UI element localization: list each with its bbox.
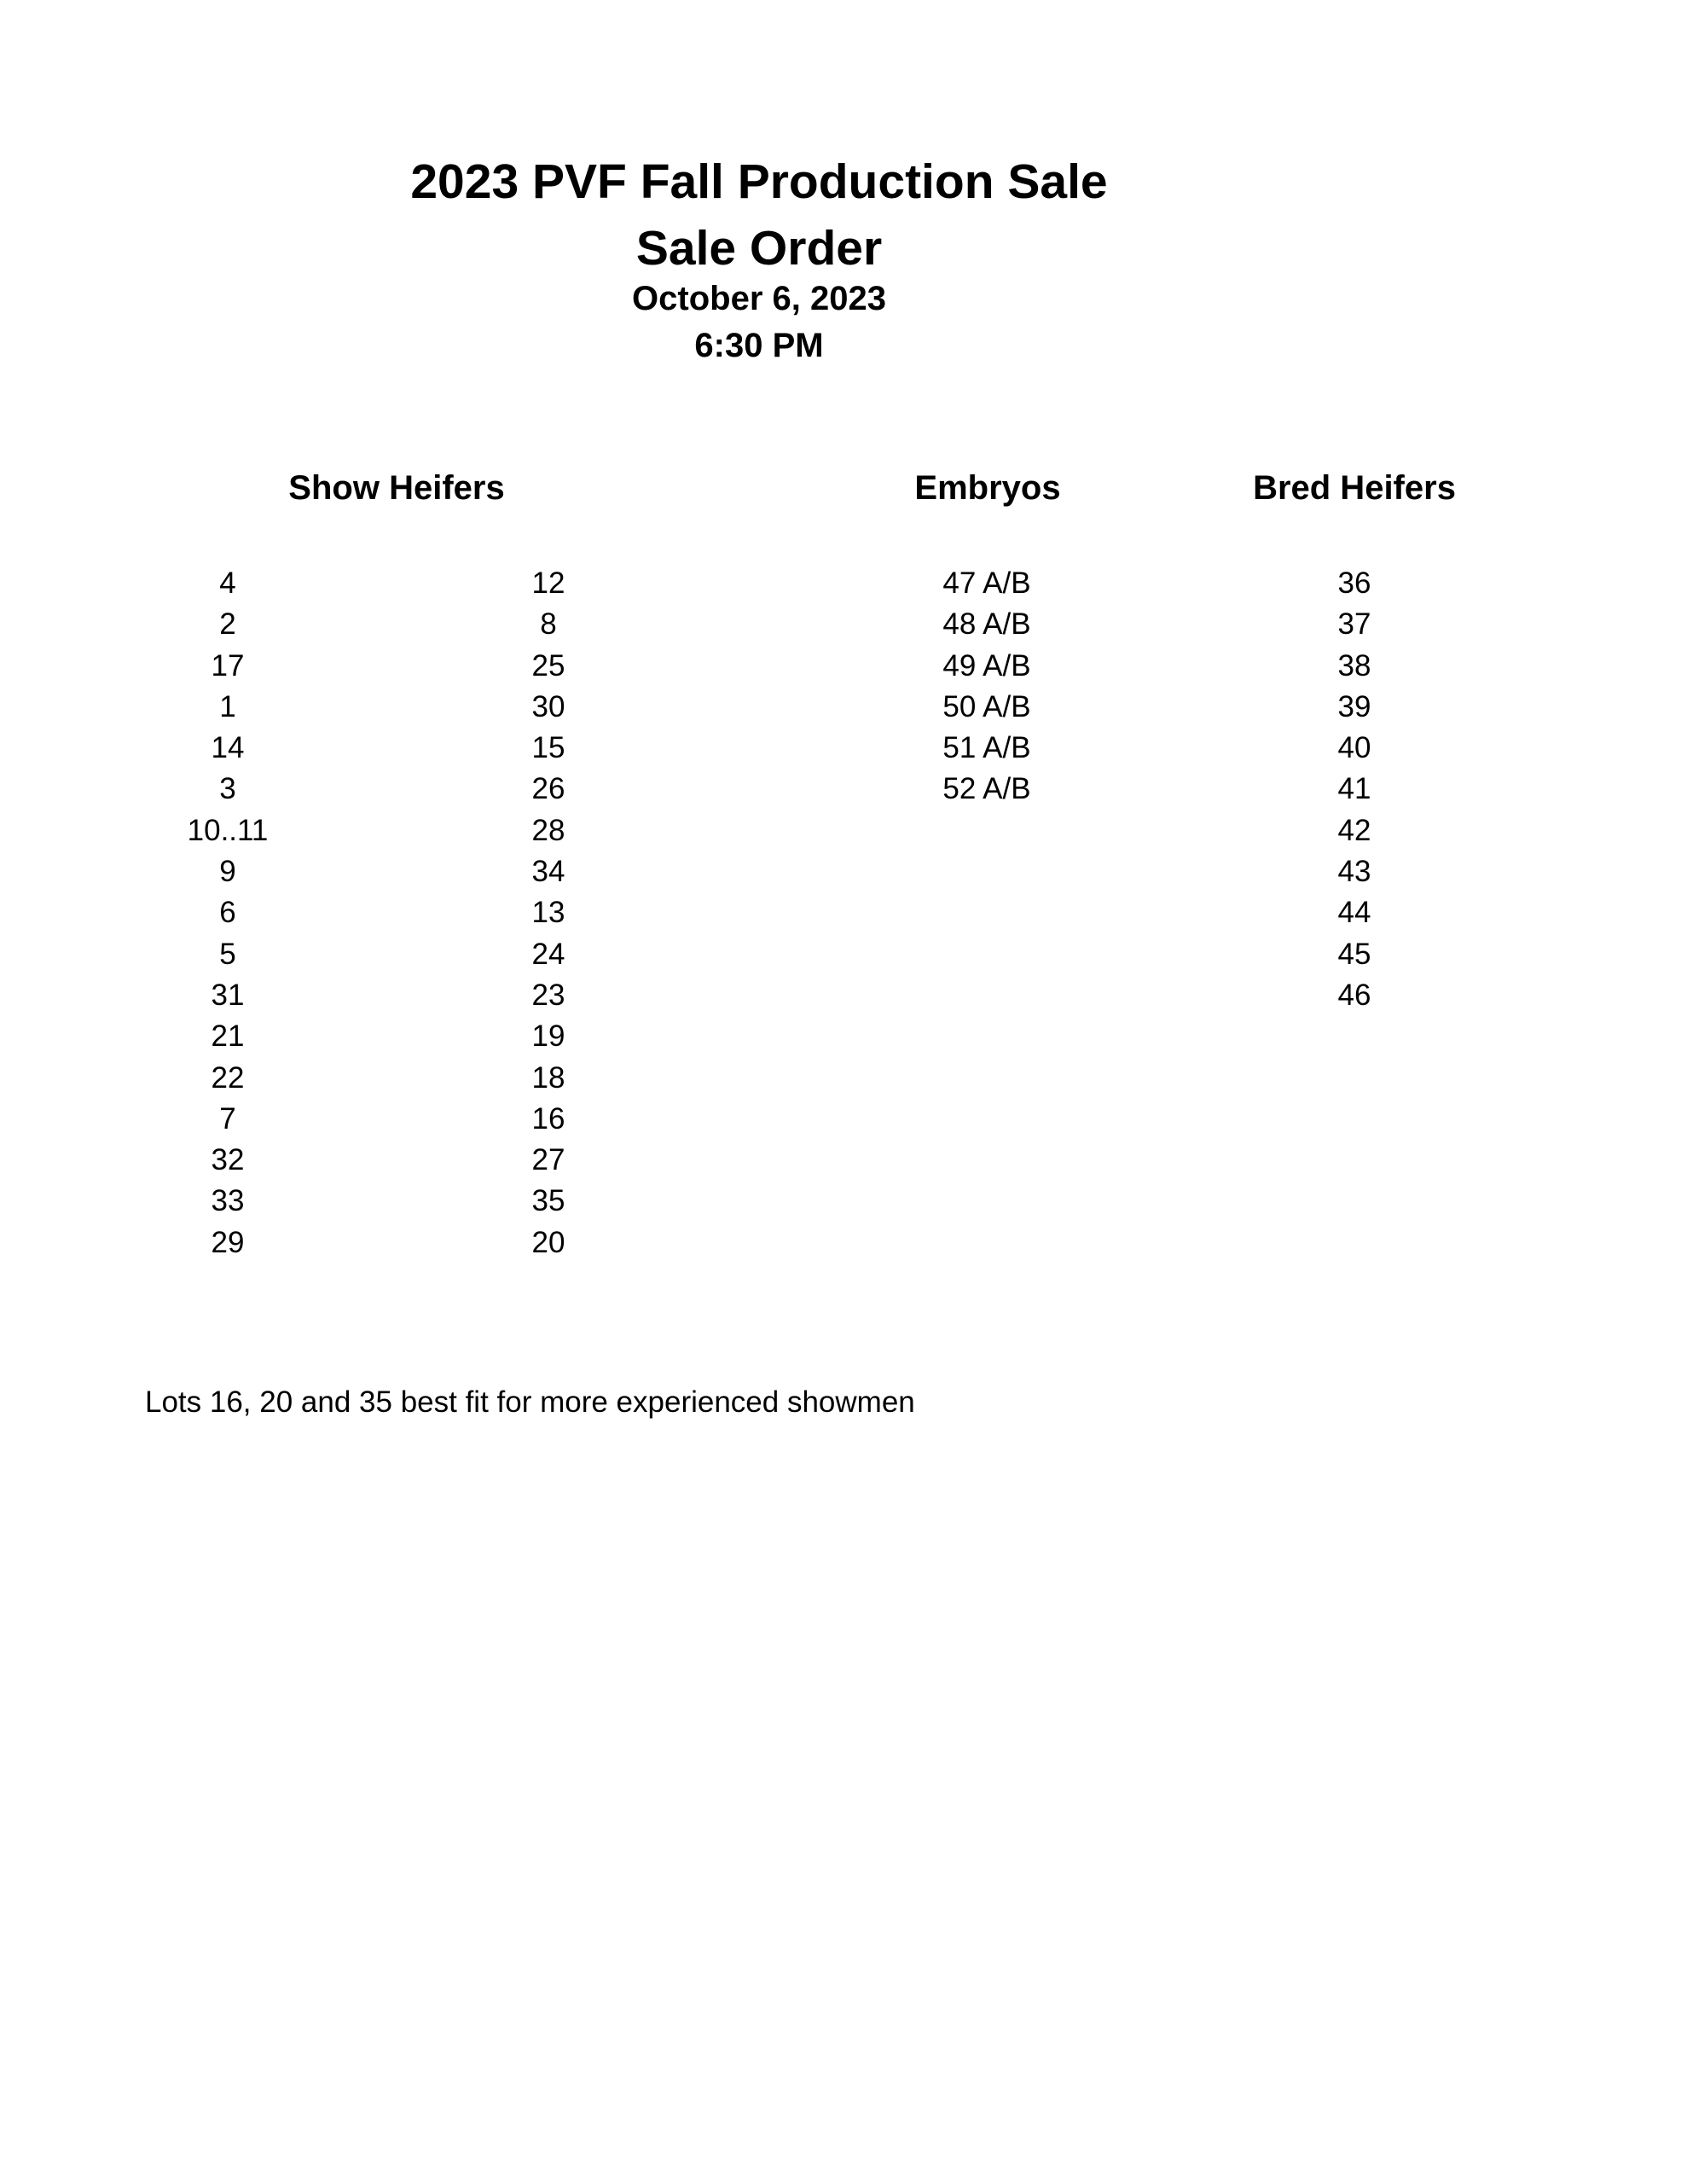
embryos-header: Embryos <box>914 469 1061 507</box>
lot-number: 4 <box>219 566 236 600</box>
lot-number: 3 <box>219 772 236 806</box>
lot-number: 49 A/B <box>942 648 1031 682</box>
lot-number: 5 <box>219 937 236 971</box>
lot-number: 44 <box>1337 896 1371 930</box>
footnote: Lots 16, 20 and 35 best fit for more experienced showmen <box>145 1385 915 1419</box>
lot-number: 15 <box>531 731 565 765</box>
lot-number: 51 A/B <box>942 731 1031 765</box>
title-line-1: 2023 PVF Fall Production Sale <box>410 154 1108 209</box>
sale-time: 6:30 PM <box>694 327 824 364</box>
lot-number: 43 <box>1337 855 1371 889</box>
lot-number: 10..11 <box>187 813 269 847</box>
lot-number: 48 A/B <box>942 607 1031 642</box>
lot-number: 29 <box>211 1225 245 1259</box>
show-heifers-header: Show Heifers <box>288 469 505 507</box>
lot-number: 14 <box>211 731 245 765</box>
lot-number: 46 <box>1337 978 1371 1012</box>
show-heifers-list-1 <box>117 563 339 1263</box>
lot-number: 36 <box>1337 566 1371 600</box>
lot-number: 21 <box>211 1019 245 1054</box>
lot-number: 1 <box>219 689 236 723</box>
bred-heifers-header: Bred Heifers <box>1253 469 1456 507</box>
title-line-2: Sale Order <box>635 221 883 276</box>
lot-number: 9 <box>219 855 236 889</box>
lot-number: 24 <box>531 937 565 971</box>
lot-number: 26 <box>531 772 565 806</box>
lot-number: 6 <box>219 896 236 930</box>
bred-heifers-list <box>1244 563 1465 1016</box>
lot-number: 27 <box>531 1143 565 1177</box>
lot-number: 47 A/B <box>942 566 1031 600</box>
lot-number: 30 <box>531 689 565 723</box>
lot-number: 19 <box>531 1019 565 1054</box>
lot-number: 25 <box>531 648 565 682</box>
lot-number: 33 <box>211 1184 245 1218</box>
lot-number: 35 <box>531 1184 565 1218</box>
lot-number: 40 <box>1337 731 1371 765</box>
lot-number: 37 <box>1337 607 1371 642</box>
lot-number: 20 <box>531 1225 565 1259</box>
lot-number: 7 <box>219 1101 236 1136</box>
lot-number: 13 <box>531 896 565 930</box>
lot-number: 31 <box>211 978 245 1012</box>
lot-number: 38 <box>1337 648 1371 682</box>
lot-number: 18 <box>531 1060 565 1095</box>
embryos-list <box>876 563 1098 810</box>
lot-number: 17 <box>211 648 245 682</box>
lot-number: 52 A/B <box>942 772 1031 806</box>
lot-number: 39 <box>1337 689 1371 723</box>
lot-number: 41 <box>1337 772 1371 806</box>
sale-date: October 6, 2023 <box>632 280 886 317</box>
lot-number: 22 <box>211 1060 245 1095</box>
lot-number: 28 <box>531 813 565 847</box>
lot-number: 23 <box>531 978 565 1012</box>
lot-number: 16 <box>531 1101 565 1136</box>
lot-number: 42 <box>1337 813 1371 847</box>
show-heifers-list-2 <box>438 563 659 1263</box>
lot-number: 12 <box>531 566 565 600</box>
lot-number: 32 <box>211 1143 245 1177</box>
lot-number: 8 <box>540 607 557 642</box>
lot-number: 2 <box>219 607 236 642</box>
lot-number: 34 <box>531 855 565 889</box>
lot-number: 50 A/B <box>942 689 1031 723</box>
lot-number: 45 <box>1337 937 1371 971</box>
